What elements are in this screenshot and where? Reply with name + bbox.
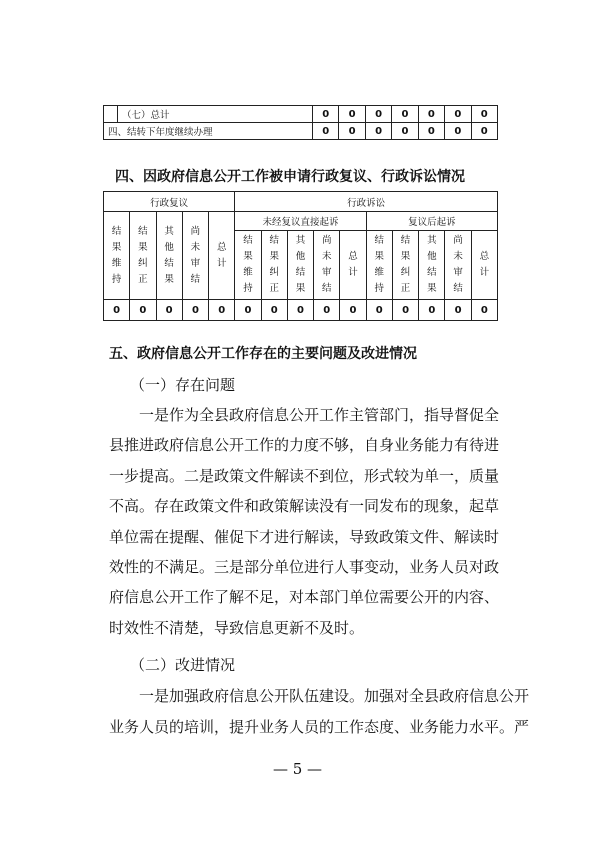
table-cell: 0 — [261, 300, 287, 321]
table-cell: 0 — [445, 106, 471, 123]
table-cell: 0 — [235, 300, 261, 321]
row-label: （七）总计 — [118, 106, 313, 123]
table-cell: 0 — [392, 123, 418, 140]
table-cell: 0 — [419, 300, 445, 321]
table-cell: 0 — [287, 300, 313, 321]
column-header: 总 计 — [209, 212, 235, 300]
group-header-litigation: 行政诉讼 — [235, 192, 498, 212]
column-header: 尚 未 审 结 — [182, 212, 208, 300]
table-cell: 0 — [340, 300, 366, 321]
table-row — [104, 106, 498, 123]
column-header: 其 他 结 果 — [156, 212, 182, 300]
table-cell: 0 — [418, 123, 444, 140]
table-cell: 0 — [314, 300, 340, 321]
review-litigation-table — [103, 191, 498, 321]
column-header: 总 计 — [471, 231, 497, 300]
table-cell: 0 — [365, 123, 391, 140]
table-cell: 0 — [156, 300, 182, 321]
table-row — [104, 192, 498, 212]
column-header: 结 果 维 持 — [366, 231, 392, 300]
table-row — [104, 212, 498, 231]
row-label: 四、结转下年度继续办理 — [104, 123, 313, 140]
group-header-review: 行政复议 — [104, 192, 235, 212]
section4-title: 四、因政府信息公开工作被申请行政复议、行政诉讼情况 — [115, 169, 465, 185]
table-row — [104, 123, 498, 140]
improvements-line-2: 业务人员的培训，提升业务人员的工作态度、业务能力水平。严 — [109, 718, 530, 736]
subgroup-header-direct: 未经复议直接起诉 — [235, 212, 366, 231]
column-header: 尚 未 审 结 — [445, 231, 471, 300]
column-header: 结 果 纠 正 — [261, 231, 287, 300]
table-cell: 0 — [313, 106, 339, 123]
column-header: 尚 未 审 结 — [314, 231, 340, 300]
table-cell: 0 — [471, 300, 497, 321]
problems-paragraph: 一是作为全县政府信息公开工作主管部门，指导督促全县推进政府信息公开工作的力度不够，自身业务能力有待进一步提高。二是政策文件解读不到位，形式较为单一，质量不高。存在政策文件和政策解读没有一同发布的现象，起草单位需在提醒、催促下才进行解读，导致政策文件、解读时效性的不满足。三是部分单位进行人事变动，业务人员对政府信息公开工作了解不足，对本部门单位需要公开的内容、时效性不清楚，导致信息更新不及时。 — [109, 406, 500, 637]
subsection-problems-title: （一）存在问题 — [130, 376, 236, 394]
column-header: 其 他 结 果 — [419, 231, 445, 300]
column-header: 总 计 — [340, 231, 366, 300]
table-cell: 0 — [392, 300, 418, 321]
table-cell: 0 — [418, 106, 444, 123]
table-cell: 0 — [445, 123, 471, 140]
improvements-line-1: 一是加强政府信息公开队伍建设。加强对全县政府信息公开 — [139, 687, 530, 705]
column-header: 结 果 纠 正 — [130, 212, 156, 300]
table-cell: 0 — [339, 123, 365, 140]
table-cell: 0 — [365, 106, 391, 123]
table-row — [104, 300, 498, 321]
table-cell: 0 — [313, 123, 339, 140]
subsection-improvements-title: （二）改进情况 — [130, 656, 236, 674]
table-cell: 0 — [471, 123, 497, 140]
summary-table — [103, 105, 498, 140]
table-cell: 0 — [130, 300, 156, 321]
table-cell: 0 — [104, 300, 130, 321]
table-cell: 0 — [182, 300, 208, 321]
column-header: 结 果 维 持 — [235, 231, 261, 300]
table-cell — [104, 106, 118, 123]
column-header: 结 果 维 持 — [104, 212, 130, 300]
table-cell: 0 — [366, 300, 392, 321]
table-cell: 0 — [392, 106, 418, 123]
table-cell: 0 — [209, 300, 235, 321]
table-cell: 0 — [445, 300, 471, 321]
table-cell: 0 — [339, 106, 365, 123]
subgroup-header-after: 复议后起诉 — [366, 212, 497, 231]
column-header: 结 果 纠 正 — [392, 231, 418, 300]
table-cell: 0 — [471, 106, 497, 123]
section5-title: 五、政府信息公开工作存在的主要问题及改进情况 — [109, 346, 417, 362]
page-number: — 5 — — [272, 760, 323, 778]
column-header: 其 他 结 果 — [287, 231, 313, 300]
